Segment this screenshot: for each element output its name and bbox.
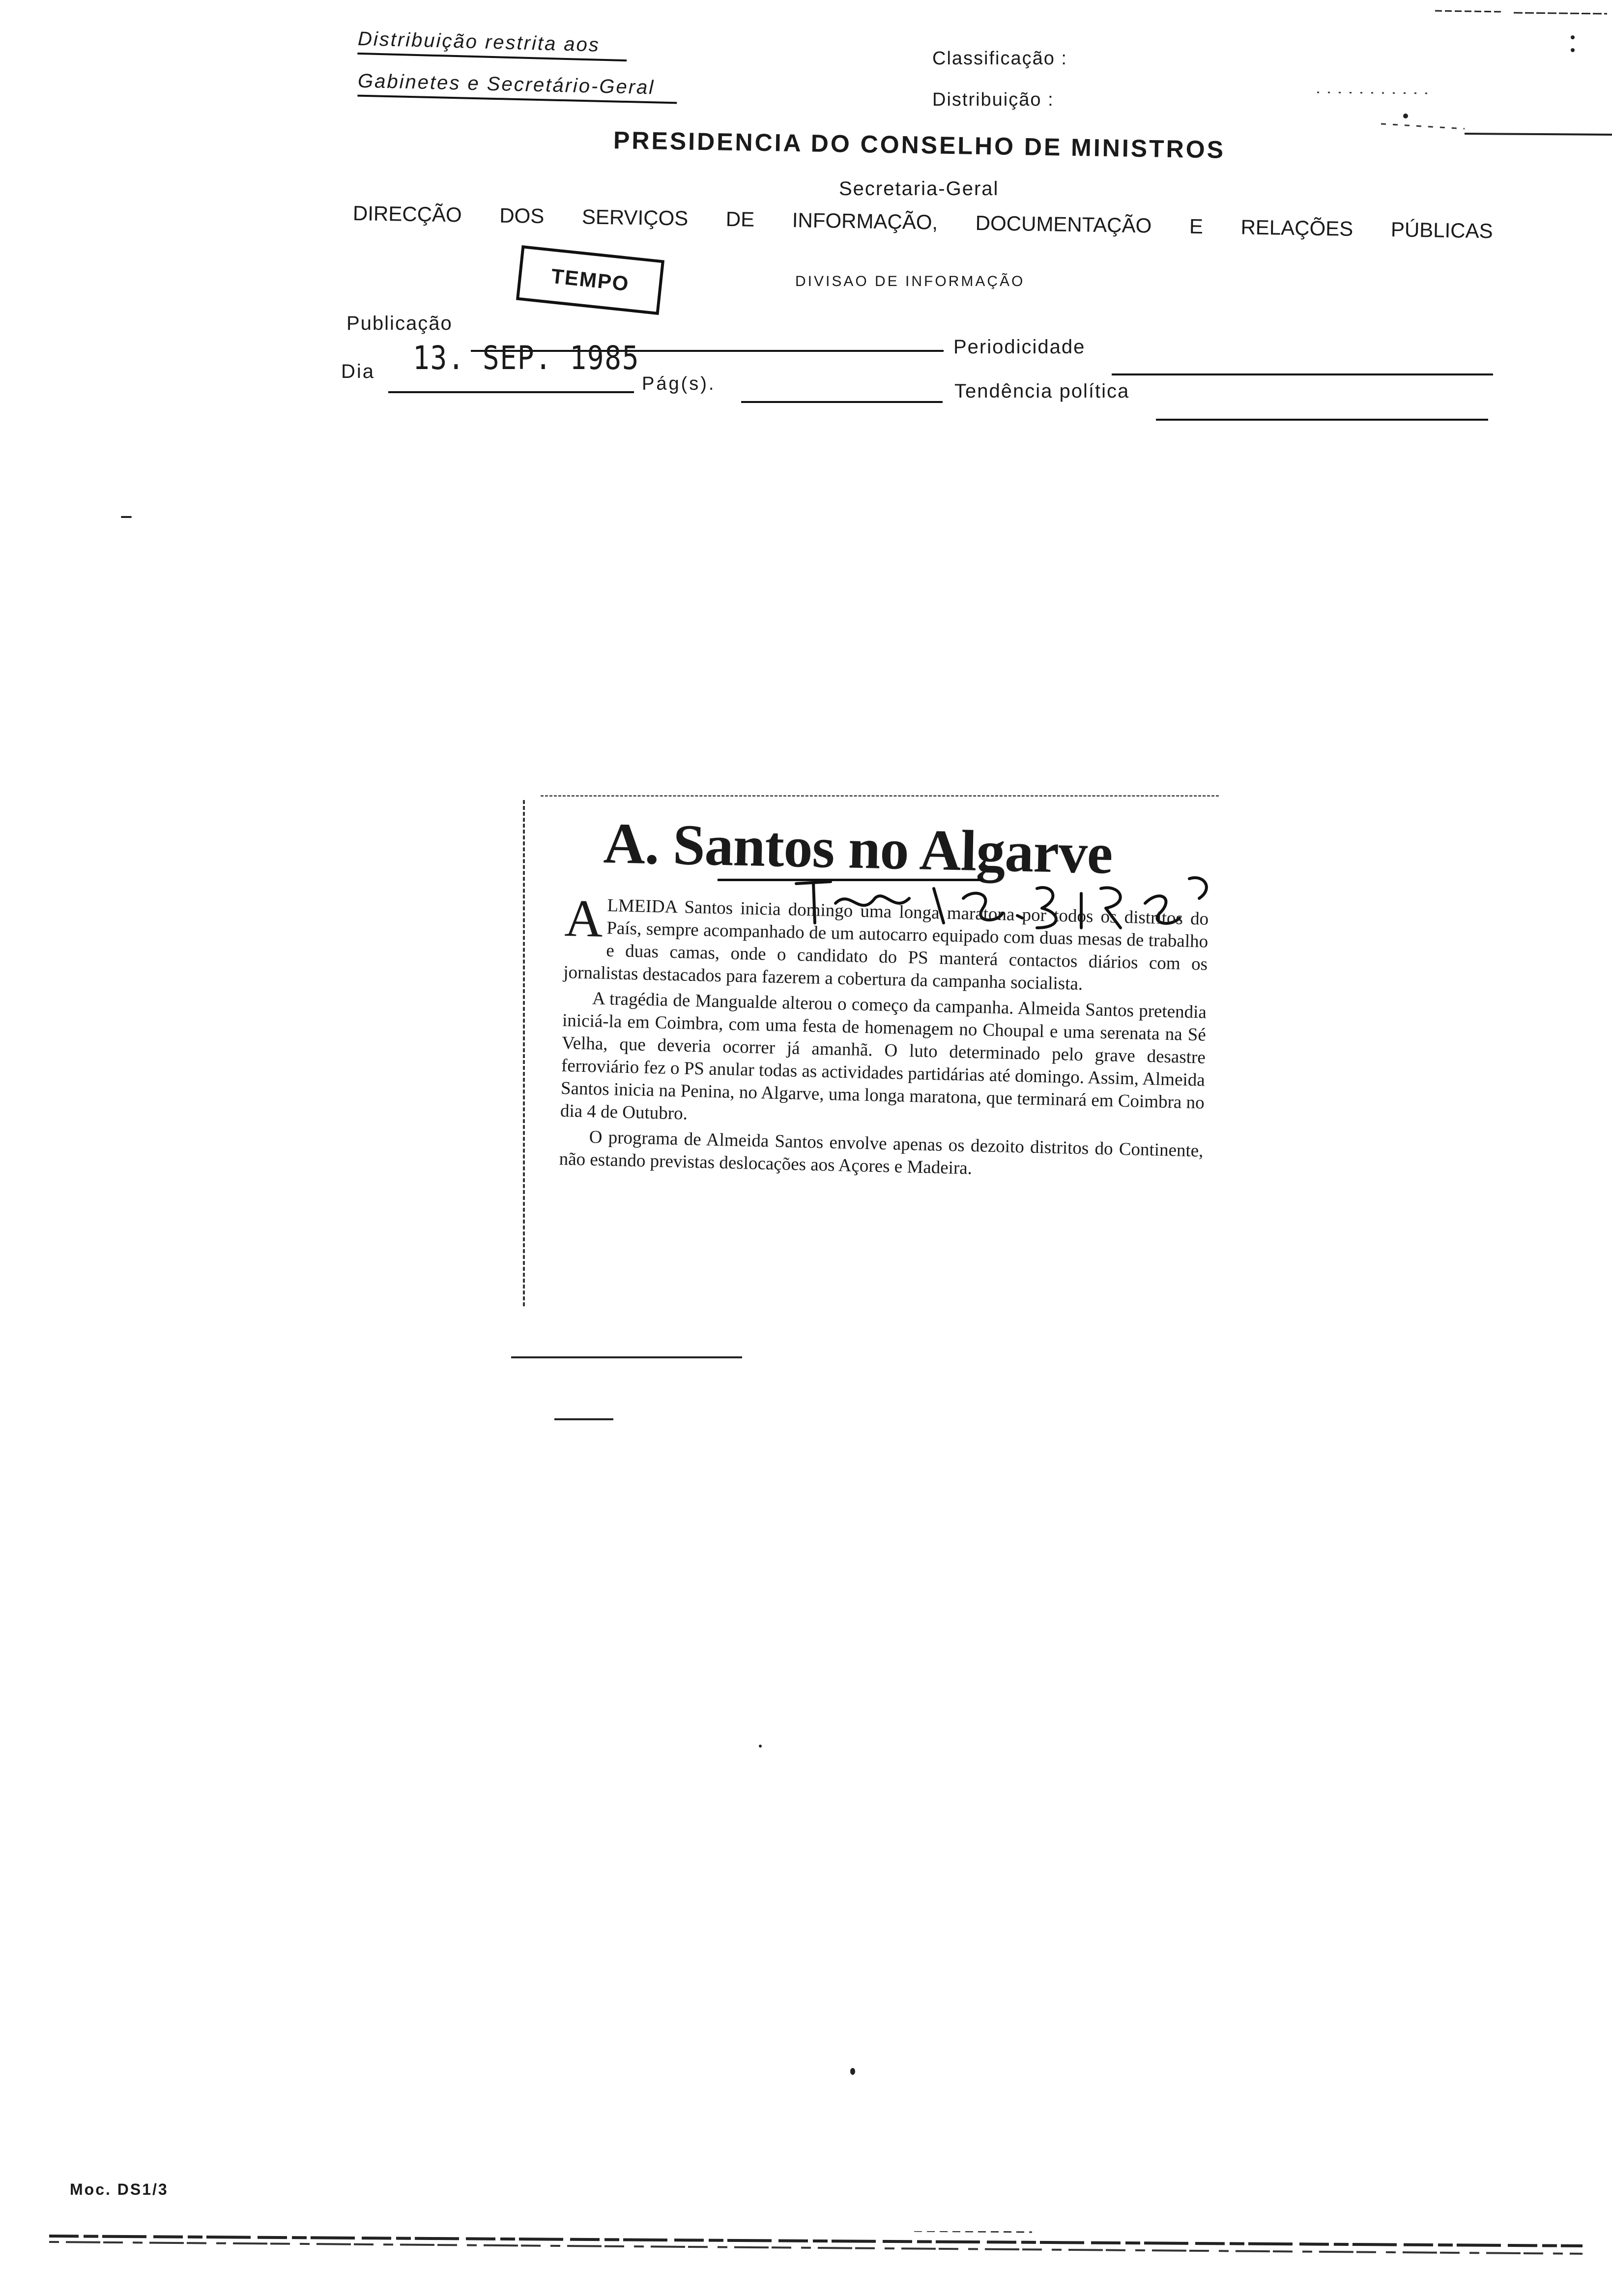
day-field-line: [388, 391, 634, 393]
directorate-line: [353, 201, 1493, 243]
scan-speck: [121, 516, 132, 518]
directorate-word: PÚBLICAS: [1390, 218, 1494, 243]
pages-field-line: [741, 401, 943, 403]
directorate-word: E: [1189, 214, 1204, 238]
scan-noise-top-right: [1317, 0, 1612, 157]
pages-label: Pág(s).: [642, 373, 716, 394]
directorate-word: DIRECÇÃO: [352, 201, 462, 227]
drop-cap: A: [564, 889, 604, 948]
scan-noise-bottom: [49, 2231, 1583, 2266]
article-body: [559, 889, 1209, 1188]
political-tendency-field-line: [1156, 419, 1488, 421]
classification-label: Classificação :: [932, 48, 1067, 69]
day-label: Dia: [341, 361, 375, 382]
secretariat-name: Secretaria-Geral: [839, 178, 999, 200]
clipping-cut-edge: [523, 800, 525, 1306]
scan-speck: [759, 1745, 762, 1748]
clipping-bottom-rule: [511, 1356, 742, 1358]
article-paragraph: [563, 889, 1209, 999]
clipping-dash: [554, 1418, 613, 1420]
article-headline: A. Santos no Algarve: [603, 811, 1113, 886]
directorate-word: DE: [725, 207, 755, 231]
political-tendency-label: Tendência política: [954, 380, 1130, 402]
clipping-cut-edge: [541, 795, 1219, 797]
periodicity-field-line: [1112, 373, 1493, 375]
distribution-note-line1: Distribuição restrita aos: [357, 27, 627, 57]
scan-speck: [850, 2068, 855, 2075]
distribution-note-line2: Gabinetes e Secretário-Geral: [358, 69, 678, 100]
article-paragraph: O programa de Almeida Santos envolve apenas os dezoito distritos do Continente, não estando previstas deslocações aos Açores e Madeira.: [559, 1127, 1204, 1178]
directorate-word: DOCUMENTAÇÃO: [975, 211, 1152, 237]
directorate-word: SERVIÇOS: [581, 205, 689, 230]
directorate-word: INFORMAÇÃO,: [792, 208, 938, 234]
article-paragraph: A tragédia de Mangualde alterou o começo da campanha. Almeida Santos pretendia iniciá-la em Coimbra, com uma festa de homenagem no Choupal e uma serenata na Sé Velha, que deveria ocorrer já amanhã. O luto determinado pelo grave desastre ferroviário fez o PS anular todas as actividades partidárias até domingo. Assim, Almeida Santos inicia na Penina, no Algarve, uma longa maratona, que terminará em Coimbra no dia 4 de Outubro.: [560, 988, 1207, 1124]
form-code: Moc. DS1/3: [70, 2181, 169, 2198]
stamp-text: TEMPO: [550, 264, 631, 296]
article-paragraph-text: LMEIDA Santos inicia domingo uma longa maratona por todos os distritos do País, sempre acompanhado de um autocarro equipado com duas mesas de trabalho e duas camas, onde o candidato do PS manterá contactos diários com os jornalistas destacados para fazerem a cobertura da campanha socialista.: [563, 895, 1209, 994]
organization-title: PRESIDENCIA DO CONSELHO DE MINISTROS: [613, 126, 1226, 164]
directorate-word: DOS: [499, 203, 545, 228]
distribution-label: Distribuição :: [932, 89, 1054, 110]
date-stamp-value: 13. SEP. 1985: [413, 339, 640, 377]
division-name: DIVISAO DE INFORMAÇÃO: [795, 273, 1025, 289]
publication-label: Publicação: [346, 313, 453, 334]
periodicity-label: Periodicidade: [953, 336, 1086, 358]
publication-stamp: [516, 245, 664, 315]
newspaper-clipping: [511, 795, 1219, 1350]
directorate-word: RELAÇÕES: [1240, 215, 1353, 240]
